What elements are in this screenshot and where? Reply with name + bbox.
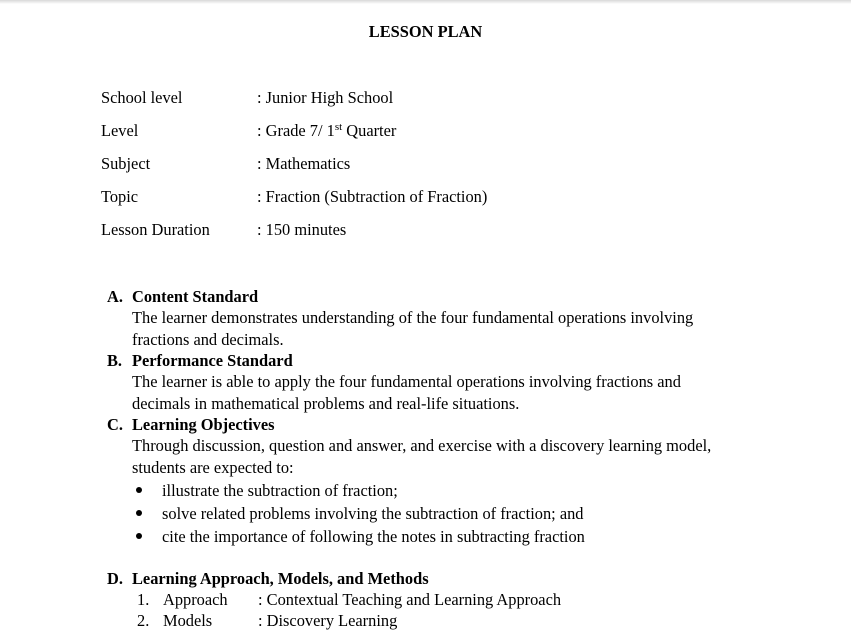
list-item-text: illustrate the subtraction of fraction;: [162, 481, 398, 500]
info-label: Lesson Duration: [101, 220, 210, 239]
section-letter: A.: [107, 287, 123, 306]
item-number: 1.: [137, 590, 150, 609]
bullet-icon: [136, 487, 142, 493]
info-label: School level: [101, 88, 183, 107]
section-heading: [107, 568, 767, 589]
ordinal-superscript: st: [334, 121, 343, 133]
info-value: : Junior High School: [257, 88, 394, 107]
section-learning-objectives: [107, 414, 767, 548]
page-top-edge: [0, 0, 851, 4]
body-line: The learner demonstrates understanding of the four fundamental operations involving: [132, 308, 694, 327]
section-performance-standard: [107, 350, 767, 414]
section-letter: D.: [107, 569, 123, 588]
info-label: Topic: [101, 187, 139, 206]
section-body: [132, 435, 767, 478]
section-content-standard: [107, 286, 767, 350]
section-title: Learning Approach, Models, and Methods: [132, 569, 429, 588]
grade-text: : Grade 7/ 1: [257, 121, 335, 140]
section-title: Performance Standard: [132, 351, 293, 370]
quarter-text: Quarter: [342, 121, 397, 140]
body-line: decimals in mathematical problems and real-life situations.: [132, 393, 520, 413]
info-label: Subject: [101, 154, 151, 173]
section-body: [132, 371, 767, 414]
list-item: [136, 525, 767, 548]
section-title: Content Standard: [132, 287, 259, 306]
section-heading: [107, 414, 767, 435]
list-item: [136, 479, 767, 502]
objective-list: [136, 479, 767, 548]
section-heading: [107, 286, 767, 307]
section-learning-approach: [107, 568, 767, 631]
info-value: : Fraction (Subtraction of Fraction): [257, 187, 488, 206]
page-title: LESSON PLAN: [368, 22, 483, 41]
list-item: [136, 502, 767, 525]
section-letter: C.: [107, 415, 123, 434]
body-line: The learner is able to apply the four fundamental operations involving fractions and: [132, 372, 681, 391]
bullet-icon: [136, 533, 142, 539]
body-line: fractions and decimals.: [132, 329, 284, 349]
list-item-text: cite the importance of following the notes in subtracting fraction: [162, 527, 585, 546]
list-item: [107, 589, 767, 610]
list-item: [107, 610, 767, 631]
section-heading: [107, 350, 767, 371]
item-value: : Contextual Teaching and Learning Approach: [258, 590, 562, 609]
section-title: Learning Objectives: [132, 415, 275, 434]
info-label: Level: [101, 121, 139, 140]
info-value: [257, 121, 396, 141]
item-label: Approach: [163, 590, 228, 609]
bullet-icon: [136, 510, 142, 516]
item-label: Models: [163, 611, 213, 630]
section-body: [132, 307, 767, 350]
info-value: : Mathematics: [257, 154, 351, 173]
item-value: : Discovery Learning: [258, 611, 398, 630]
info-value: : 150 minutes: [257, 220, 347, 239]
list-item-text: solve related problems involving the subtraction of fraction; and: [162, 504, 584, 523]
body-line: Through discussion, question and answer, and exercise with a discovery learning model,: [132, 436, 712, 455]
item-number: 2.: [137, 611, 150, 630]
section-letter: B.: [107, 351, 123, 370]
body-line: students are expected to:: [132, 457, 294, 477]
